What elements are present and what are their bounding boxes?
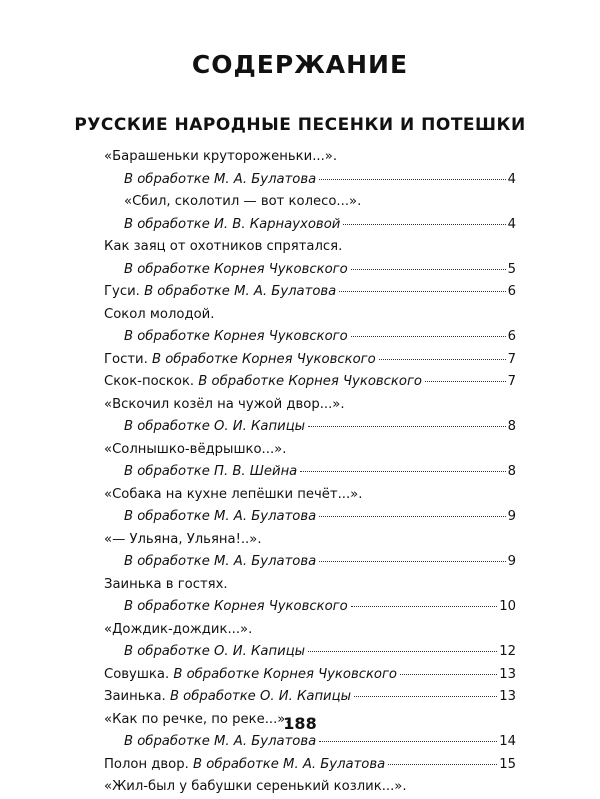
entry-adaptation: В обработке Корнея Чуковского xyxy=(124,599,348,614)
leader-dots xyxy=(319,561,505,562)
section-title: РУССКИЕ НАРОДНЫЕ ПЕСЕНКИ И ПОТЕШКИ xyxy=(74,115,526,135)
entry-page-number: 12 xyxy=(499,644,516,659)
entry-adaptation: В обработке М. А. Булатова xyxy=(124,734,317,749)
leader-dots xyxy=(354,696,497,697)
entry-page-number: 8 xyxy=(507,419,516,434)
entry-page-number: 6 xyxy=(507,284,516,299)
entry-title: «Вскочил козёл на чужой двор...». xyxy=(104,396,345,412)
entry-page-number: 6 xyxy=(507,329,516,344)
leader-dots xyxy=(300,471,505,472)
leader-dots xyxy=(319,516,505,517)
entry-title: «Жил-был у бабушки серенький козлик...». xyxy=(104,779,407,794)
toc-entry xyxy=(104,191,516,214)
toc-entry xyxy=(104,686,516,709)
entry-page-number: 7 xyxy=(507,374,516,389)
entry-page-number: 8 xyxy=(507,464,516,479)
leader-dots xyxy=(308,426,506,427)
leader-dots xyxy=(343,224,505,225)
entry-title: «— Ульяна, Ульяна!..». xyxy=(104,531,262,547)
toc-entry xyxy=(104,641,516,664)
leader-dots xyxy=(308,651,497,652)
toc-entry xyxy=(104,484,516,507)
entry-title: Совушка. xyxy=(104,666,174,682)
toc-entry xyxy=(104,439,516,462)
toc-entry xyxy=(104,259,516,282)
toc-entry xyxy=(104,394,516,417)
toc-entry xyxy=(104,574,516,597)
entry-page-number: 9 xyxy=(507,554,516,569)
entry-adaptation: В обработке М. А. Булатова xyxy=(144,284,337,299)
toc-list xyxy=(104,146,516,799)
entry-title: «Как по речке, по реке...». xyxy=(104,711,290,727)
leader-dots xyxy=(351,606,498,607)
toc-entry xyxy=(104,169,516,192)
entry-page-number: 9 xyxy=(507,509,516,524)
toc-entry xyxy=(104,731,516,754)
entry-title: Заинька в гостях. xyxy=(104,576,228,592)
toc-entry xyxy=(104,596,516,619)
entry-adaptation: В обработке О. И. Капицы xyxy=(169,689,352,704)
toc-entry xyxy=(104,214,516,237)
entry-title: «Сбил, сколотил — вот колесо...». xyxy=(124,194,362,209)
entry-adaptation: В обработке Корнея Чуковского xyxy=(173,666,397,682)
entry-page-number: 13 xyxy=(499,689,516,704)
leader-dots xyxy=(351,269,506,270)
entry-page-number: 7 xyxy=(507,351,516,367)
entry-title: «Барашеньки крутороженьки...». xyxy=(104,149,338,164)
toc-entry xyxy=(104,461,516,484)
page-number: 188 xyxy=(283,714,317,733)
entry-page-number: 13 xyxy=(499,666,516,682)
entry-page-number: 15 xyxy=(499,756,516,772)
leader-dots xyxy=(319,741,497,742)
entry-page-number: 14 xyxy=(499,734,516,749)
entry-adaptation: В обработке М. А. Булатова xyxy=(193,756,386,772)
entry-title: Полон двор. xyxy=(104,756,194,772)
entry-adaptation: В обработке Корнея Чуковского xyxy=(124,329,348,344)
leader-dots xyxy=(425,381,506,382)
toc-entry xyxy=(104,371,516,394)
leader-dots xyxy=(339,291,505,292)
entry-page-number: 10 xyxy=(499,599,516,614)
entry-adaptation: В обработке Корнея Чуковского xyxy=(198,374,422,389)
entry-title: Сокол молодой. xyxy=(104,306,215,322)
entry-adaptation: В обработке М. А. Булатова xyxy=(124,509,317,524)
entry-page-number: 4 xyxy=(507,171,516,187)
toc-entry xyxy=(104,304,516,327)
leader-dots xyxy=(388,764,497,765)
page-title: СОДЕРЖАНИЕ xyxy=(191,50,409,79)
entry-title: «Собака на кухне лепёшки печёт...». xyxy=(104,486,363,502)
entry-title: Как заяц от охотников спрятался. xyxy=(104,239,343,254)
toc-entry xyxy=(104,349,516,372)
entry-title: «Солнышко-вёдрышко...». xyxy=(104,441,287,457)
entry-adaptation: В обработке М. А. Булатова xyxy=(124,171,317,187)
entry-title: Заинька. xyxy=(104,689,170,704)
toc-entry xyxy=(104,506,516,529)
entry-page-number: 4 xyxy=(507,216,516,232)
entry-adaptation: В обработке О. И. Капицы xyxy=(124,644,306,659)
toc-entry xyxy=(104,754,516,777)
toc-entry xyxy=(104,529,516,552)
toc-entry xyxy=(104,416,516,439)
toc-entry xyxy=(104,236,516,259)
entry-adaptation: В обработке О. И. Капицы xyxy=(124,419,306,434)
entry-page-number: 5 xyxy=(507,261,516,277)
entry-adaptation: В обработке Корнея Чуковского xyxy=(124,261,348,277)
leader-dots xyxy=(319,179,505,180)
entry-adaptation: В обработке М. А. Булатова xyxy=(124,554,317,569)
entry-title: Гуси. xyxy=(104,284,145,299)
leader-dots xyxy=(379,359,506,360)
entry-title: «Дождик-дождик...». xyxy=(104,621,253,637)
toc-entry xyxy=(104,281,516,304)
entry-adaptation: В обработке П. В. Шейна xyxy=(124,464,298,479)
toc-entry xyxy=(104,776,516,799)
toc-entry xyxy=(104,551,516,574)
entry-adaptation: В обработке Корнея Чуковского xyxy=(152,351,376,367)
toc-entry xyxy=(104,619,516,642)
leader-dots xyxy=(351,336,506,337)
toc-entry xyxy=(104,146,516,169)
leader-dots xyxy=(400,674,497,675)
entry-title: Скок-поскок. xyxy=(104,374,199,389)
toc-entry xyxy=(104,326,516,349)
entry-title: Гости. xyxy=(104,351,152,367)
entry-adaptation: В обработке И. В. Карнауховой xyxy=(124,216,341,232)
toc-entry xyxy=(104,664,516,687)
